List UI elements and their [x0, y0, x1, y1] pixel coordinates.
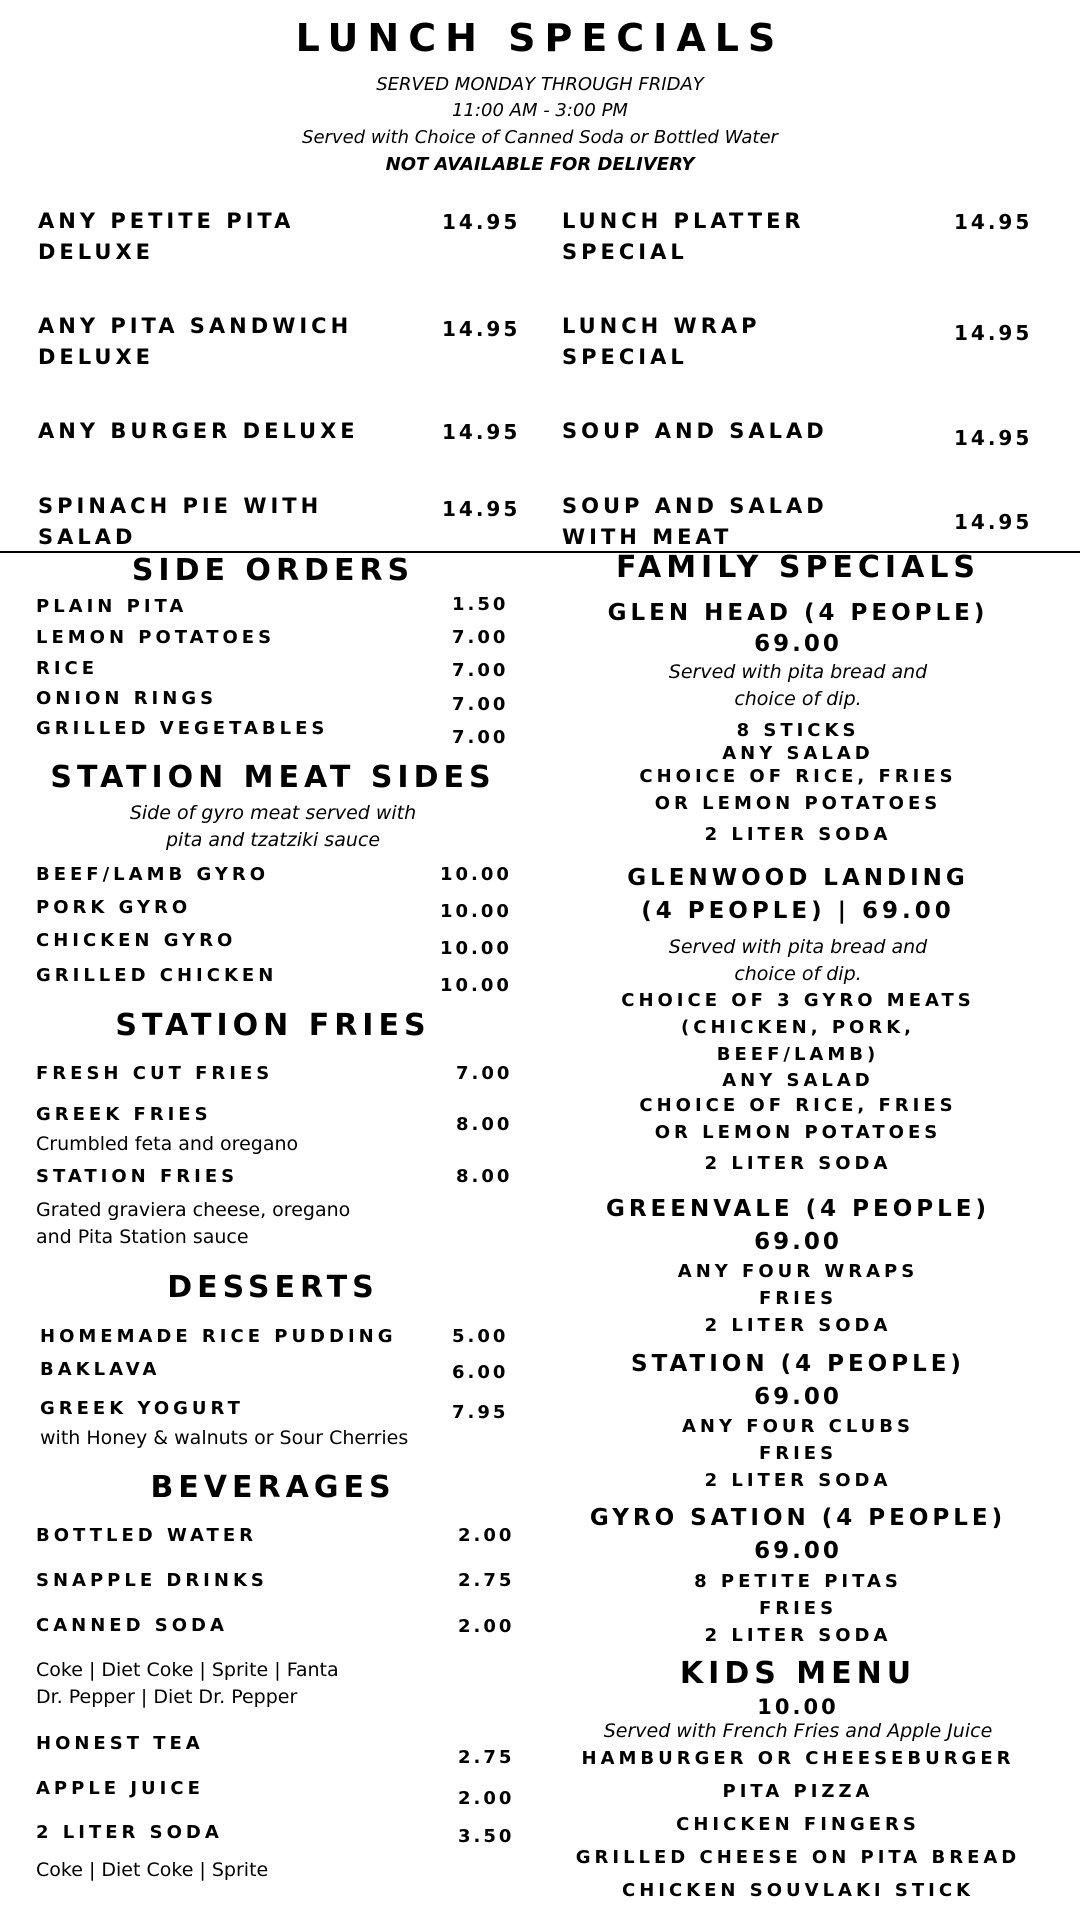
- meat-item-price: 10.00: [440, 864, 512, 885]
- dessert-item-desc: with Honey & walnuts or Sour Cherries: [40, 1427, 409, 1449]
- fries-item-desc: Crumbled feta and oregano: [36, 1133, 299, 1155]
- side-item-name: LEMON POTATOES: [36, 627, 276, 648]
- family-special-item: FRIES: [758, 1288, 838, 1309]
- family-special-price: 69.00: [754, 1384, 842, 1410]
- lunch-item-name: ANY PITA SANDWICH DELUXE: [38, 314, 353, 369]
- fries-item-name: GREEK FRIES: [36, 1104, 212, 1125]
- family-special-price: 69.00: [754, 631, 842, 657]
- meat-item-name: BEEF/LAMB GYRO: [36, 864, 270, 885]
- family-special-item: CHOICE OF 3 GYRO MEATS: [621, 990, 975, 1011]
- beverage-item-name: APPLE JUICE: [36, 1778, 204, 1799]
- fries-item-desc: Grated graviera cheese, oregano and Pita Station sauce: [36, 1199, 351, 1248]
- delivery-note: NOT AVAILABLE FOR DELIVERY: [385, 154, 695, 175]
- family-special-item: ANY SALAD: [722, 743, 874, 764]
- beverage-item-price: 3.50: [458, 1826, 515, 1847]
- beverage-item-name: 2 LITER SODA: [36, 1822, 223, 1843]
- meat-item-price: 10.00: [440, 901, 512, 922]
- side-item-price: 1.50: [452, 594, 509, 615]
- meat-item-name: PORK GYRO: [36, 897, 192, 918]
- page-title: LUNCH SPECIALS: [295, 16, 785, 60]
- family-special-note: Served with pita bread and choice of dip.: [668, 661, 928, 710]
- beverage-item-price: 2.75: [458, 1747, 515, 1768]
- family-special-item: (CHICKEN, PORK,: [681, 1017, 915, 1038]
- kids-menu-item: CHICKEN SOUVLAKI STICK: [622, 1880, 974, 1901]
- family-special-item: FRIES: [758, 1598, 838, 1619]
- meat-item-price: 10.00: [440, 975, 512, 996]
- family-special-item: 8 PETITE PITAS: [694, 1571, 902, 1592]
- family-special-item: 2 LITER SODA: [704, 1470, 892, 1491]
- family-special-name: GREENVALE (4 PEOPLE): [605, 1196, 991, 1222]
- beverage-item-desc: Coke | Diet Coke | Sprite: [36, 1859, 269, 1881]
- family-special-name: GLEN HEAD (4 PEOPLE): [607, 600, 989, 626]
- family-special-item: FRIES: [758, 1443, 838, 1464]
- family-special-name: (4 PEOPLE) | 69.00: [641, 898, 955, 924]
- lunch-item-name: SOUP AND SALAD: [562, 419, 828, 443]
- lunch-item-price: 14.95: [442, 210, 521, 234]
- fries-item-price: 8.00: [456, 1166, 513, 1187]
- family-special-item: 2 LITER SODA: [704, 1625, 892, 1646]
- lunch-item-name: SOUP AND SALAD WITH MEAT: [562, 494, 828, 549]
- dessert-item-price: 7.95: [452, 1402, 509, 1423]
- beverage-item-price: 2.75: [458, 1570, 515, 1591]
- family-special-price: 69.00: [754, 1538, 842, 1564]
- fries-item-name: FRESH CUT FRIES: [36, 1063, 274, 1084]
- beverage-item-desc: Coke | Diet Coke | Sprite | Fanta Dr. Pepper | Diet Dr. Pepper: [36, 1659, 339, 1708]
- family-special-item: BEEF/LAMB): [716, 1044, 880, 1065]
- served-hours: 11:00 AM - 3:00 PM: [452, 100, 628, 121]
- beverage-item-price: 2.00: [458, 1525, 515, 1546]
- kids-menu-item: HAMBURGER OR CHEESEBURGER: [581, 1748, 1015, 1769]
- fries-item-price: 7.00: [456, 1063, 513, 1084]
- family-special-item: CHOICE OF RICE, FRIES: [639, 1095, 957, 1116]
- side-item-name: GRILLED VEGETABLES: [36, 718, 329, 739]
- lunch-item-price: 14.95: [442, 420, 521, 444]
- family-special-name: GYRO SATION (4 PEOPLE): [589, 1505, 1007, 1531]
- family-special-name: GLENWOOD LANDING: [627, 865, 969, 891]
- lunch-item-name: ANY BURGER DELUXE: [38, 419, 359, 443]
- meat-item-name: GRILLED CHICKEN: [36, 965, 278, 986]
- lunch-item-price: 14.95: [442, 497, 521, 521]
- side-item-price: 7.00: [452, 627, 509, 648]
- meat-sides-note: Side of gyro meat served with: [129, 802, 417, 824]
- kids-menu-price: 10.00: [757, 1695, 839, 1719]
- side-item-name: RICE: [36, 658, 99, 679]
- beverage-item-name: SNAPPLE DRINKS: [36, 1570, 268, 1591]
- kids-menu-item: PITA PIZZA: [722, 1781, 874, 1802]
- lunch-item-price: 14.95: [442, 317, 521, 341]
- beverage-item-price: 2.00: [458, 1616, 515, 1637]
- served-with-note: Served with Choice of Canned Soda or Bottled Water: [302, 127, 778, 148]
- beverage-item-price: 2.00: [458, 1788, 515, 1809]
- beverages-heading: BEVERAGES: [150, 1470, 396, 1505]
- family-special-item: CHOICE OF RICE, FRIES: [639, 766, 957, 787]
- kids-menu-note: Served with French Fries and Apple Juice: [603, 1720, 993, 1742]
- lunch-item-name: LUNCH WRAP SPECIAL: [562, 314, 761, 369]
- family-special-item: 2 LITER SODA: [704, 1153, 892, 1174]
- dessert-item-price: 5.00: [452, 1326, 509, 1347]
- desserts-heading: DESSERTS: [167, 1270, 379, 1305]
- meat-item-name: CHICKEN GYRO: [36, 930, 237, 951]
- beverage-item-name: CANNED SODA: [36, 1615, 228, 1636]
- lunch-item-name: SPINACH PIE WITH SALAD: [38, 494, 323, 549]
- lunch-item-name: LUNCH PLATTER SPECIAL: [562, 209, 805, 264]
- meat-sides-note: pita and tzatziki sauce: [165, 829, 381, 851]
- meat-item-price: 10.00: [440, 938, 512, 959]
- dessert-item-price: 6.00: [452, 1362, 509, 1383]
- side-item-price: 7.00: [452, 727, 509, 748]
- family-specials-heading: FAMILY SPECIALS: [615, 550, 981, 585]
- family-special-item: OR LEMON POTATOES: [654, 793, 942, 814]
- side-item-price: 7.00: [452, 694, 509, 715]
- kids-menu-item: CHICKEN FINGERS: [676, 1814, 920, 1835]
- side-item-name: ONION RINGS: [36, 688, 218, 709]
- served-days: SERVED MONDAY THROUGH FRIDAY: [376, 74, 704, 95]
- lunch-item-price: 14.95: [954, 321, 1033, 345]
- family-special-item: 2 LITER SODA: [704, 824, 892, 845]
- beverage-item-name: BOTTLED WATER: [36, 1525, 257, 1546]
- side-orders-heading: SIDE ORDERS: [131, 553, 415, 588]
- lunch-item-name: ANY PETITE PITA DELUXE: [38, 209, 295, 264]
- dessert-item-name: HOMEMADE RICE PUDDING: [40, 1326, 397, 1347]
- family-special-name: STATION (4 PEOPLE): [631, 1351, 965, 1377]
- dessert-item-name: BAKLAVA: [40, 1359, 161, 1380]
- family-special-item: OR LEMON POTATOES: [654, 1122, 942, 1143]
- family-special-item: ANY FOUR WRAPS: [677, 1261, 919, 1282]
- kids-menu-item: GRILLED CHEESE ON PITA BREAD: [575, 1847, 1021, 1868]
- family-special-price: 69.00: [754, 1229, 842, 1255]
- family-special-item: ANY FOUR CLUBS: [682, 1416, 914, 1437]
- kids-menu-heading: KIDS MENU: [679, 1656, 917, 1691]
- fries-item-name: STATION FRIES: [36, 1166, 239, 1187]
- family-special-item: 2 LITER SODA: [704, 1315, 892, 1336]
- fries-item-price: 8.00: [456, 1114, 513, 1135]
- family-special-note: Served with pita bread and choice of dip.: [668, 936, 928, 985]
- lunch-item-price: 14.95: [954, 426, 1033, 450]
- fries-heading: STATION FRIES: [115, 1008, 431, 1043]
- dessert-item-name: GREEK YOGURT: [40, 1398, 244, 1419]
- beverage-item-name: HONEST TEA: [36, 1733, 204, 1754]
- lunch-item-price: 14.95: [954, 210, 1033, 234]
- lunch-item-price: 14.95: [954, 510, 1033, 534]
- side-item-price: 7.00: [452, 660, 509, 681]
- family-special-item: 8 STICKS: [736, 720, 860, 741]
- side-item-name: PLAIN PITA: [36, 596, 188, 617]
- family-special-item: ANY SALAD: [722, 1070, 874, 1091]
- meat-sides-heading: STATION MEAT SIDES: [50, 760, 496, 795]
